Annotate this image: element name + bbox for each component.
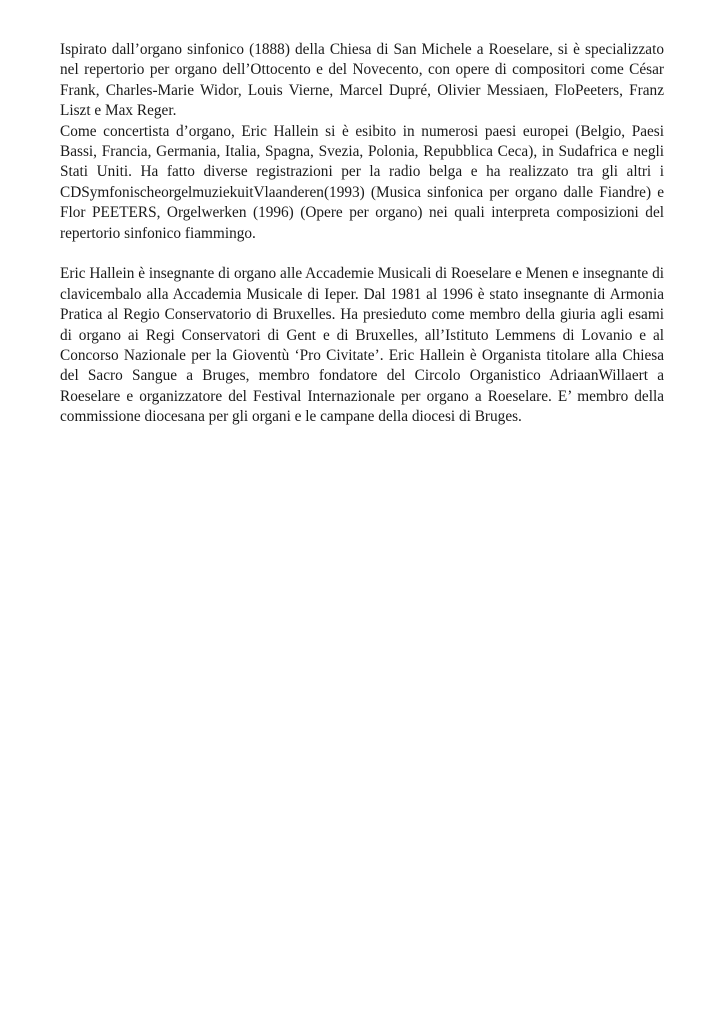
paragraph-teaching-roles: Eric Hallein è insegnante di organo alle Accademie Musicali di Roeselare e Menen e insegnante di clavicembalo alla Accademia Musicale di Ieper. Dal 1981 al 1996 è stato insegnante di Armonia Pratica al Regio Conservatorio di Bruxelles. Ha presieduto come membro della giuria agli esami di organo ai Regi Conservatori di Gent e di Bruxelles, all’Istituto Lemmens di Lovanio e al Concorso Nazionale per la Gioventù ‘Pro Civitate’. Eric Hallein è Organista titolare alla Chiesa del Sacro Sangue a Bruges, membro fondatore del Circolo Organistico AdriaanWillaert a Roeselare e organizzatore del Festival Internazionale per organo a Roeselare. E’ membro della commissione diocesana per gli organi e le campane della diocesi di Bruges.: [60, 265, 664, 426]
paragraph-spacer: [60, 244, 664, 264]
paragraph-concert-career: Come concertista d’organo, Eric Hallein si è esibito in numerosi paesi europei (Belgio, Paesi Bassi, Francia, Germania, Italia, Spagna, Svezia, Polonia, Repubblica Ceca), in Sudafrica e negli Stati Uniti. Ha fatto diverse registrazioni per la radio belga e ha realizzato tra gli altri i CDSymfonischeorgelmuziekuitVlaanderen(1993) (Musica sinfonica per organo dalle Fiandre) e Flor PEETERS, Orgelwerken (1996) (Opere per organo) nei quali interpreta composizioni del repertorio sinfonico fiammingo.: [60, 122, 664, 242]
biography-text: [60, 40, 664, 428]
paragraph-organ-specialization: Ispirato dall’organo sinfonico (1888) della Chiesa di San Michele a Roeselare, si è specializzato nel repertorio per organo dell’Ottocento e del Novecento, con opere di compositori come César Frank, Charles-Marie Widor, Louis Vierne, Marcel Dupré, Olivier Messiaen, FloPeeters, Franz Liszt e Max Reger.: [60, 41, 664, 120]
